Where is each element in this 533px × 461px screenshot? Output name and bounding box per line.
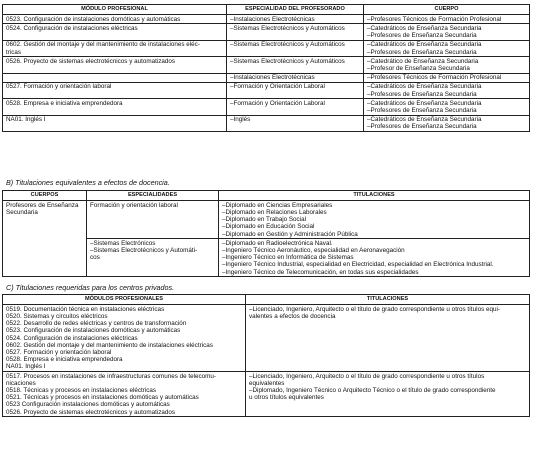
cell-cuerpo bbox=[364, 57, 530, 73]
text-line: –Instalaciones Electrotécnicas bbox=[230, 15, 315, 23]
cell-modulo bbox=[3, 99, 227, 115]
table-row bbox=[3, 57, 530, 73]
text-line: 0523 Configuración instalaciones domóticas y automáticas bbox=[6, 401, 170, 409]
header-modulos: MÓDULOS PROFESIONALES bbox=[3, 295, 246, 305]
text-line: NA01. Inglés I bbox=[6, 363, 46, 371]
cell-modulo bbox=[3, 15, 227, 24]
text-line: 0527. Formación y orientación laboral bbox=[6, 348, 112, 356]
text-line: –Profesores de Enseñanza Secundaria bbox=[367, 90, 477, 98]
header-titulaciones: TITULACIONES bbox=[219, 191, 530, 201]
cell-especialidad bbox=[227, 115, 364, 131]
text-line: –Licenciado, Ingeniero, Arquitecto o el título de grado correspondiente u otros títulos bbox=[249, 372, 485, 380]
cell-titulaciones bbox=[219, 239, 530, 277]
text-line: –Profesores de Enseñanza Secundaria bbox=[367, 32, 477, 40]
text-line: –Ingeniero Técnico Aeronáutico, especialidad en Aeronavegación bbox=[222, 246, 405, 254]
text-line: –Inglés bbox=[230, 116, 251, 124]
text-line: 0523. Configuración de instalaciones domóticas y automáticas bbox=[6, 15, 181, 23]
text-line: –Sistemas Electrotécnicos y Automáticos bbox=[230, 57, 345, 65]
text-line: –Profesores de Enseñanza Secundaria bbox=[367, 106, 477, 114]
cell-especialidad bbox=[227, 40, 364, 56]
cell-cuerpo bbox=[364, 24, 530, 40]
text-line: –Ingeniero Técnico en Informática de Sistemas bbox=[222, 254, 354, 262]
text-line: 0602. Gestión del montaje y del mantenimiento de instalaciones eléctricas bbox=[6, 341, 213, 349]
text-line: –Formación y Orientación Laboral bbox=[230, 83, 325, 91]
text-line: –Diplomado en Trabajo Social bbox=[222, 216, 307, 224]
table-row bbox=[3, 99, 530, 115]
cell-cuerpo bbox=[364, 40, 530, 56]
text-line: –Diplomado en Radioelectrónica Naval. bbox=[222, 239, 333, 247]
text-line: 0602. Gestión del montaje y del mantenimiento de instalaciones eléc- bbox=[6, 41, 200, 49]
text-line: –Profesores Técnicos de Formación Profesional bbox=[367, 74, 502, 82]
text-line: –Diplomado en Relaciones Laborales bbox=[222, 208, 327, 216]
text-line: –Ingeniero Técnico de Telecomunicación, en todas sus especialidades bbox=[222, 268, 419, 276]
cell-cuerpo bbox=[364, 73, 530, 82]
text-line: –Catedráticos de Enseñanza Secundaria bbox=[367, 99, 482, 107]
table-row bbox=[3, 40, 530, 56]
cell-modulo bbox=[3, 73, 227, 82]
text-line: –Profesor de Enseñanza Secundaria bbox=[367, 64, 470, 72]
text-line: 0522. Desarrollo de redes eléctricas y centros de transformación bbox=[6, 320, 187, 328]
cell-especialidad bbox=[227, 24, 364, 40]
table-row bbox=[3, 201, 530, 239]
text-line: equivalentes bbox=[249, 379, 285, 387]
header-cuerpos: CUERPOS bbox=[3, 191, 87, 201]
cell-titulaciones bbox=[219, 201, 530, 239]
text-line: Profesores de Enseñanza bbox=[6, 201, 79, 209]
text-line: –Profesores Técnicos de Formación Profesional bbox=[367, 15, 502, 23]
table-row bbox=[3, 24, 530, 40]
text-line: 0518. Técnicas y procesos en instalaciones eléctricas bbox=[6, 386, 157, 394]
text-line: 0517. Procesos en instalaciones de infraestructuras comunes de telecomu- bbox=[6, 372, 217, 380]
cell-especialidades bbox=[87, 239, 219, 277]
cell-titulaciones bbox=[246, 305, 530, 372]
text-line: –Catedráticos de Enseñanza Secundaria bbox=[367, 41, 482, 49]
text-line: Formación y orientación laboral bbox=[90, 201, 178, 209]
text-line: valentes a efectos de docencia bbox=[249, 312, 336, 320]
text-line: –Catedráticos de Enseñanza Secundaria bbox=[367, 24, 482, 32]
text-line: –Ingeniero Técnico Industrial, especialidad en Electricidad, especialidad en Electrónica Industrial. bbox=[222, 261, 494, 269]
text-line: 0527. Formación y orientación laboral bbox=[6, 83, 112, 91]
text-line: –Catedrático de Enseñanza Secundaria bbox=[367, 57, 479, 65]
table-row bbox=[3, 15, 530, 24]
cell-especialidad bbox=[227, 73, 364, 82]
text-line: –Catedráticos de Enseñanza Secundaria bbox=[367, 116, 482, 124]
text-line: 0523. Configuración de instalaciones domóticas y automáticas bbox=[6, 327, 181, 335]
table-row bbox=[3, 115, 530, 131]
table-titulaciones-docencia bbox=[2, 190, 530, 277]
text-line: Secundaria bbox=[6, 208, 38, 216]
cell-modulo bbox=[3, 115, 227, 131]
header-especialidad: ESPECIALIDAD DEL PROFESORADO bbox=[227, 5, 364, 15]
cell-cuerpo bbox=[364, 82, 530, 98]
text-line: 0528. Empresa e iniciativa emprendedora bbox=[6, 99, 123, 107]
cell-modulo bbox=[3, 82, 227, 98]
table-row bbox=[3, 305, 530, 372]
text-line: tricas bbox=[6, 48, 22, 56]
text-line: 0526. Proyecto de sistemas electrotécnicos y automatizados bbox=[6, 408, 176, 416]
text-line: cos bbox=[90, 254, 100, 262]
text-line: –Catedráticos de Enseñanza Secundaria bbox=[367, 83, 482, 91]
text-line: 0524. Configuración de instalaciones eléctricas bbox=[6, 334, 138, 342]
cell-cuerpo bbox=[3, 201, 87, 277]
section-b-title: B) Titulaciones equivalentes a efectos de docencia. bbox=[6, 178, 170, 187]
cell-modulos bbox=[3, 305, 246, 372]
cell-titulaciones bbox=[246, 372, 530, 417]
cell-cuerpo bbox=[364, 115, 530, 131]
table-row bbox=[3, 73, 530, 82]
text-line: –Diplomado en Gestión y Administración Pública bbox=[222, 230, 358, 238]
cell-especialidad bbox=[227, 82, 364, 98]
table-titulaciones-centros-privados bbox=[2, 294, 530, 417]
text-line: –Sistemas Electrotécnicos y Automáticos bbox=[230, 24, 345, 32]
text-line: –Profesores de Enseñanza Secundaria bbox=[367, 123, 477, 131]
cell-cuerpo bbox=[364, 15, 530, 24]
header-especialidades: ESPECIALIDADES bbox=[87, 191, 219, 201]
text-line: 0519. Documentación técnica en instalaciones eléctricas bbox=[6, 305, 165, 313]
text-line: –Profesores de Enseñanza Secundaria bbox=[367, 48, 477, 56]
header-titulaciones: TITULACIONES bbox=[246, 295, 530, 305]
text-line: –Formación y Orientación Laboral bbox=[230, 99, 325, 107]
text-line: u otros títulos equivalentes bbox=[249, 394, 324, 402]
text-line: 0521. Técnicas y procesos en instalaciones domóticas y automáticas bbox=[6, 394, 199, 402]
header-modulo: MÓDULO PROFESIONAL bbox=[3, 5, 227, 15]
text-line: 0524. Configuración de instalaciones eléctricas bbox=[6, 24, 138, 32]
table-header-row bbox=[3, 5, 530, 15]
header-cuerpo: CUERPO bbox=[364, 5, 530, 15]
table-row bbox=[3, 82, 530, 98]
text-line: –Diplomado en Ciencias Empresariales bbox=[222, 201, 333, 209]
cell-especialidad bbox=[227, 15, 364, 24]
table-header-row bbox=[3, 295, 530, 305]
section-c-title: C) Titulaciones requeridas para los centros privados. bbox=[6, 283, 175, 292]
cell-modulo bbox=[3, 40, 227, 56]
text-line: –Sistemas Electrotécnicos y Automáti- bbox=[90, 246, 198, 254]
text-line: NA01. Inglés I bbox=[6, 116, 46, 124]
text-line: nicaciones bbox=[6, 379, 36, 387]
text-line: –Instalaciones Electrotécnicas bbox=[230, 74, 315, 82]
text-line: –Sistemas Electrotécnicos y Automáticos bbox=[230, 41, 345, 49]
text-line: 0528. Empresa e iniciativa emprendedora bbox=[6, 356, 123, 364]
cell-cuerpo bbox=[364, 99, 530, 115]
cell-modulos bbox=[3, 372, 246, 417]
cell-especialidades bbox=[87, 201, 219, 239]
table-modulos-especialidad bbox=[2, 4, 530, 132]
cell-modulo bbox=[3, 57, 227, 73]
cell-especialidad bbox=[227, 57, 364, 73]
cell-modulo bbox=[3, 24, 227, 40]
table-header-row bbox=[3, 191, 530, 201]
text-line: 0520. Sistemas y circuitos eléctricos bbox=[6, 312, 108, 320]
text-line bbox=[6, 74, 223, 81]
cell-especialidad bbox=[227, 99, 364, 115]
text-line: –Diplomado en Educación Social bbox=[222, 223, 315, 231]
text-line: –Licenciado, Ingeniero, Arquitecto o el título de grado correspondiente u otros títulos equi- bbox=[249, 305, 500, 313]
text-line: 0526. Proyecto de sistemas electrotécnicos y automatizados bbox=[6, 57, 176, 65]
table-row bbox=[3, 372, 530, 417]
text-line: –Diplomado, Ingeniero Técnico o Arquitecto Técnico o el título de grado correspondiente bbox=[249, 386, 496, 394]
text-line: –Sistemas Electrónicos bbox=[90, 239, 156, 247]
